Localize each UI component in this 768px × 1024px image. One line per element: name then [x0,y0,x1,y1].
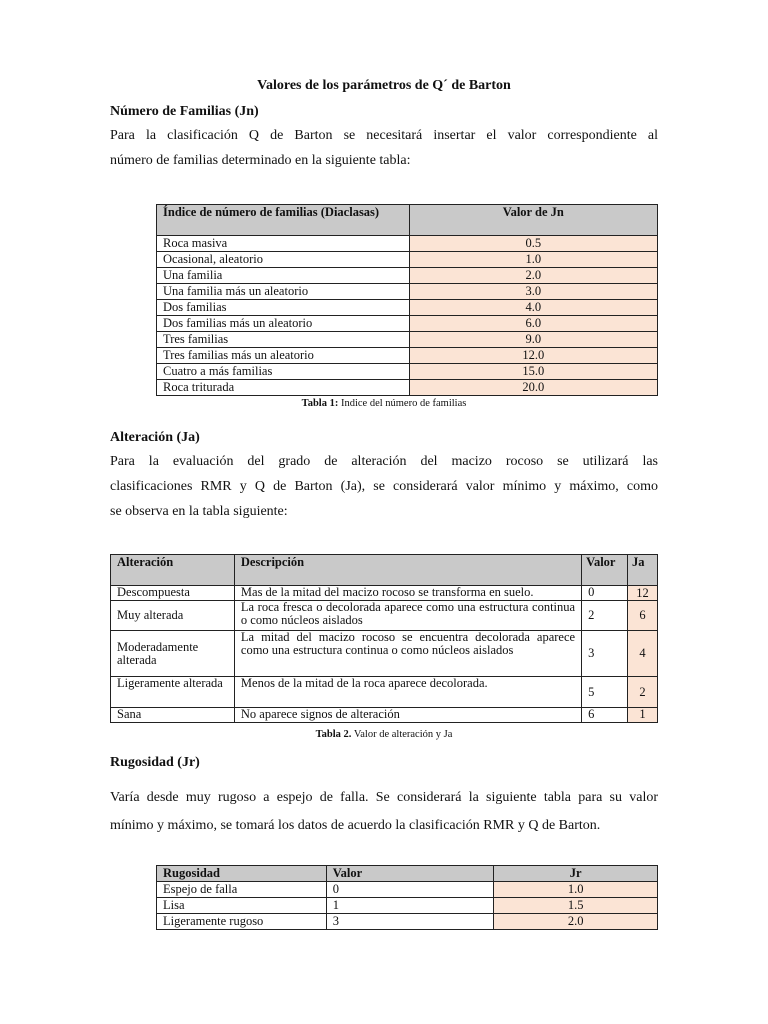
table-cell: 12 [627,586,657,601]
table-cell: 12.0 [409,348,657,364]
paragraph-line: número de familias determinado en la siguiente tabla: [110,153,411,168]
table-cell: 6.0 [409,316,657,332]
paragraph-line: mínimo y máximo, se tomará los datos de acuerdo la clasificación RMR y Q de Barton. [110,818,601,833]
table-cell: La mitad del macizo rocoso se encuentra decolorada aparece como una estructura continua o como núcleos aislados [234,631,581,677]
table-cell: Tres familias [157,332,410,348]
table-row [157,882,658,898]
table-cell: Mas de la mitad del macizo rocoso se transforma en suelo. [234,586,581,601]
table-cell: 2 [582,601,628,631]
column-header: Valor [326,866,494,882]
table-row [111,586,658,601]
table-row [111,677,658,708]
table-cell: Roca masiva [157,236,410,252]
column-header: Índice de número de familias (Diaclasas) [157,205,410,236]
table-row [157,364,658,380]
column-header: Descripción [234,555,581,586]
table-row [157,268,658,284]
column-header: Rugosidad [157,866,327,882]
table-cell: 2.0 [409,268,657,284]
caption-text: Valor de alteración y Ja [351,729,453,740]
table-row [157,898,658,914]
table-cell: 0.5 [409,236,657,252]
table-cell: 1 [326,898,494,914]
paragraph-jn [110,123,658,173]
paragraph-line: Para la evaluación del grado de alteración del macizo rocoso se utilizará las [110,454,658,469]
section-heading-jn: Número de Familias (Jn) [110,104,259,119]
table-header-row [157,866,658,882]
table-row [157,332,658,348]
paragraph-jr [110,784,658,840]
table-cell: 0 [326,882,494,898]
table-cell: 2 [627,677,657,708]
table-cell: Ligeramente alterada [111,677,235,708]
table-row [111,631,658,677]
table-caption-2 [0,729,768,740]
table-row [157,252,658,268]
table-cell: Muy alterada [111,601,235,631]
column-header: Ja [627,555,657,586]
table-cell: 1.0 [409,252,657,268]
table-cell: Tres familias más un aleatorio [157,348,410,364]
table-row [111,708,658,723]
paragraph-line: clasificaciones RMR y Q de Barton (Ja), se considerará valor mínimo y máximo, como [110,479,658,494]
column-header: Valor [582,555,628,586]
table-cell: 1 [627,708,657,723]
table-row [157,300,658,316]
table-jn [156,204,658,396]
column-header: Alteración [111,555,235,586]
table-cell: 1.5 [494,898,658,914]
caption-text: Indice del número de familias [338,398,467,409]
paragraph-line: se observa en la tabla siguiente: [110,504,288,519]
table-row [157,348,658,364]
table-cell: 6 [582,708,628,723]
column-header: Valor de Jn [409,205,657,236]
table-cell: 1.0 [494,882,658,898]
table-cell: 6 [627,601,657,631]
table-cell: 3 [582,631,628,677]
column-header: Jr [494,866,658,882]
table-cell: Menos de la mitad de la roca aparece decolorada. [234,677,581,708]
paragraph-ja [110,449,658,524]
table-row [157,380,658,396]
section-heading-jr: Rugosidad (Jr) [110,755,200,770]
table-cell: 5 [582,677,628,708]
table-cell: Espejo de falla [157,882,327,898]
table-row [157,284,658,300]
section-heading-ja: Alteración (Ja) [110,430,200,445]
caption-label: Tabla 1: [301,398,339,409]
table-cell: Moderadamente alterada [111,631,235,677]
table-cell: 15.0 [409,364,657,380]
table-cell: Dos familias más un aleatorio [157,316,410,332]
paragraph-line: Varía desde muy rugoso a espejo de falla. Se considerará la siguiente tabla para su valor [110,790,658,805]
table-cell: Una familia más un aleatorio [157,284,410,300]
table-cell: No aparece signos de alteración [234,708,581,723]
table-cell: Roca triturada [157,380,410,396]
table-cell: Descompuesta [111,586,235,601]
table-row [157,316,658,332]
table-row [111,601,658,631]
table-cell: La roca fresca o decolorada aparece como una estructura continua o como núcleos aislados [234,601,581,631]
table-cell: Ligeramente rugoso [157,914,327,930]
table-cell: Lisa [157,898,327,914]
table-row [157,236,658,252]
table-cell: 3.0 [409,284,657,300]
table-cell: 9.0 [409,332,657,348]
table-ja [110,554,658,723]
table-cell: Ocasional, aleatorio [157,252,410,268]
table-cell: 0 [582,586,628,601]
table-header-row [111,555,658,586]
table-cell: Una familia [157,268,410,284]
paragraph-line: Para la clasificación Q de Barton se necesitará insertar el valor correspondiente al [110,128,658,143]
table-cell: 2.0 [494,914,658,930]
table-cell: 4.0 [409,300,657,316]
table-cell: 3 [326,914,494,930]
caption-label: Tabla 2. [315,729,352,740]
table-cell: 4 [627,631,657,677]
table-cell: Dos familias [157,300,410,316]
table-header-row [157,205,658,236]
table-cell: Cuatro a más familias [157,364,410,380]
table-cell: 20.0 [409,380,657,396]
table-caption-1 [0,398,768,409]
page-title: Valores de los parámetros de Q´ de Barton [257,78,511,93]
table-jr [156,865,658,930]
table-row [157,914,658,930]
table-cell: Sana [111,708,235,723]
